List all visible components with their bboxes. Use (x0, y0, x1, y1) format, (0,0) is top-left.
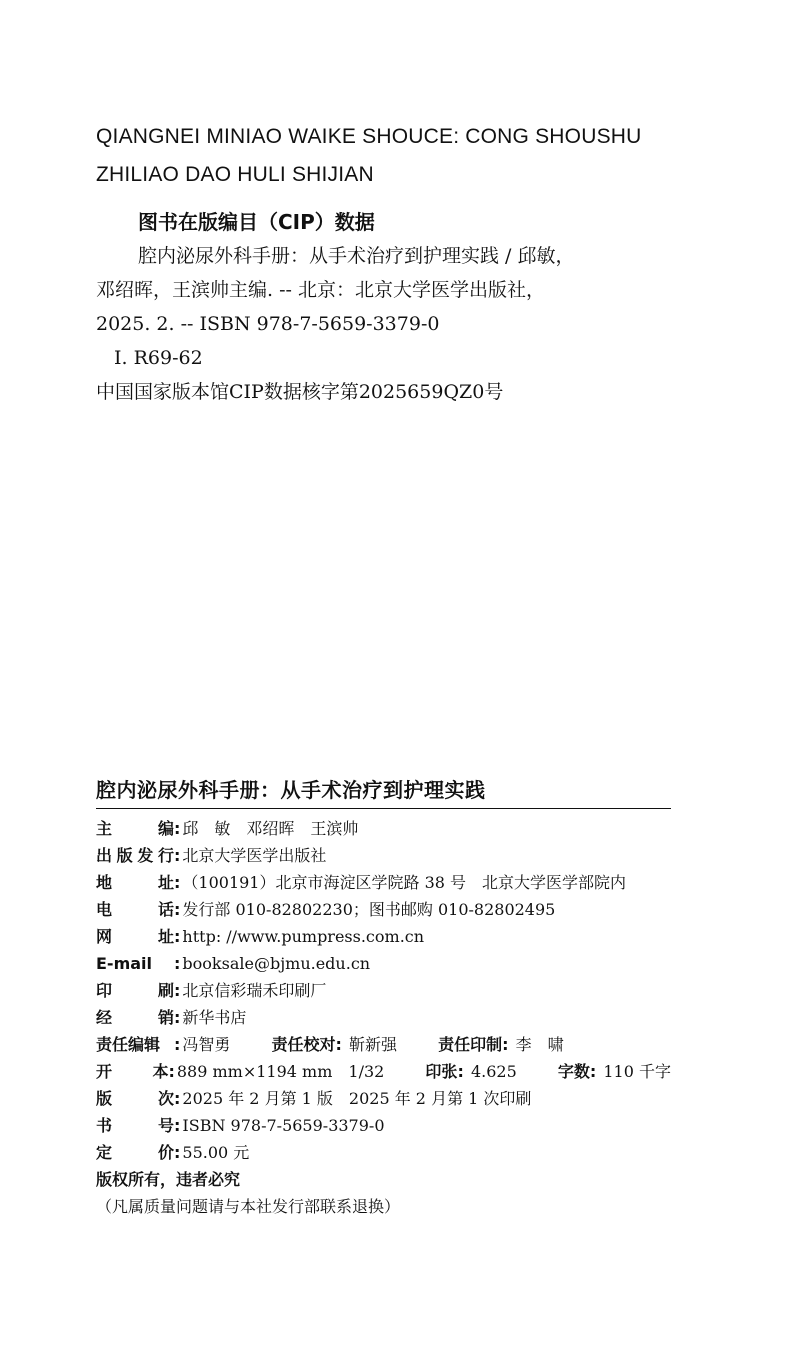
cip-heading: 图书在版编目（CIP）数据 (138, 210, 375, 234)
cip-line-2: 邓绍晖，王滨帅主编. -- 北京：北京大学医学出版社， (96, 279, 545, 301)
imprint-value: 55.00 元 (182, 1143, 250, 1162)
cip-block (96, 207, 776, 409)
imprint-label: 地 址 (96, 873, 174, 892)
cip-classification: Ⅰ. R69-62 (114, 347, 203, 369)
imprint-row-phone: 电 话 : 发行部 010-82802230；图书邮购 010-82802495 (96, 896, 671, 923)
imprint-block (96, 775, 671, 1220)
imprint-value: booksale@bjmu.edu.cn (182, 954, 371, 973)
imprint-value: ISBN 978-7-5659-3379-0 (182, 1116, 385, 1135)
imprint-label: 印 刷 (96, 981, 174, 1000)
imprint-value: 发行部 010-82802230；图书邮购 010-82802495 (182, 900, 556, 919)
book-title: 腔内泌尿外科手册：从手术治疗到护理实践 (96, 775, 671, 809)
imprint-value: （100191）北京市海淀区学院路 38 号 北京大学医学部院内 (182, 873, 627, 892)
imprint-row-website: 网 址 : http: //www.pumpress.com.cn (96, 923, 671, 950)
pinyin-title-line-2: ZHILIAO DAO HULI SHIJIAN (96, 163, 374, 186)
imprint-value: 邱 敏 邓绍晖 王滨帅 (182, 819, 359, 838)
imprint-label: 版 次 (96, 1089, 174, 1108)
imprint-row-address: 地 址 : （100191）北京市海淀区学院路 38 号 北京大学医学部院内 (96, 869, 671, 896)
proofreader-label: 责任校对 (271, 1035, 336, 1054)
imprint-row-isbn: 书 号 : ISBN 978-7-5659-3379-0 (96, 1112, 671, 1139)
imprint-label: 主 编 (96, 819, 174, 838)
imprint-value: 889 mm×1194 mm 1/32 印张: 4.625 字数: 110 千字 (176, 1062, 671, 1081)
print-supervisor-name: 李 啸 (515, 1035, 564, 1054)
imprint-value: 北京大学医学出版社 (182, 846, 327, 865)
return-notice: （凡属质量问题请与本社发行部联系退换） (96, 1197, 401, 1216)
sheets-label: 印张 (425, 1062, 458, 1081)
imprint-label: 电 话 (96, 900, 174, 919)
imprint-value: 冯智勇 责任校对: 靳新强 责任印制: 李 啸 (182, 1035, 564, 1054)
cip-line-3: 2025. 2. -- ISBN 978-7-5659-3379-0 (96, 313, 440, 335)
imprint-rows (96, 815, 671, 1220)
imprint-label: 定 价 (96, 1143, 174, 1162)
imprint-row-responsible-staff: 责任编辑 : 冯智勇 责任校对: 靳新强 责任印制: 李 啸 (96, 1031, 671, 1058)
print-supervisor-label: 责任印制 (438, 1035, 503, 1054)
imprint-value: 2025 年 2 月第 1 版 2025 年 2 月第 1 次印刷 (182, 1089, 532, 1108)
sheets-value: 4.625 (470, 1062, 517, 1081)
pinyin-title (96, 118, 776, 194)
imprint-row-email: E-mail : booksale@bjmu.edu.cn (96, 950, 671, 977)
imprint-value: 北京信彩瑞禾印刷厂 (182, 981, 327, 1000)
word-count-label: 字数 (557, 1062, 590, 1081)
imprint-row-edition: 版 次 : 2025 年 2 月第 1 版 2025 年 2 月第 1 次印刷 (96, 1085, 671, 1112)
pinyin-title-line-1: QIANGNEI MINIAO WAIKE SHOUCE: CONG SHOUSHU (96, 125, 642, 148)
editor-name: 冯智勇 (182, 1035, 231, 1054)
format-size: 889 mm×1194 mm 1/32 (176, 1062, 385, 1081)
imprint-row-editor: 主 编 : 邱 敏 邓绍晖 王滨帅 (96, 815, 671, 842)
imprint-row-format: 开 本 : 889 mm×1194 mm 1/32 印张: 4.625 字数: 110 千字 (96, 1058, 671, 1085)
imprint-row-printer: 印 刷 : 北京信彩瑞禾印刷厂 (96, 977, 671, 1004)
proofreader-name: 靳新强 (349, 1035, 398, 1054)
copyright-notice: 版权所有，违者必究 (96, 1170, 241, 1189)
word-count-value: 110 千字 (603, 1062, 671, 1081)
imprint-label: 出 版 发 行 (96, 846, 174, 865)
imprint-value: 新华书店 (182, 1008, 247, 1027)
cip-line-1: 腔内泌尿外科手册：从手术治疗到护理实践 / 邱敏， (138, 245, 575, 267)
imprint-value: http: //www.pumpress.com.cn (182, 927, 425, 946)
imprint-label: 书 号 (96, 1116, 174, 1135)
cip-record-number: 中国国家版本馆CIP数据核字第2025659QZ0号 (96, 381, 504, 403)
imprint-label: 开 本 (96, 1062, 169, 1081)
imprint-row-price: 定 价 : 55.00 元 (96, 1139, 671, 1166)
imprint-label: 网 址 (96, 927, 174, 946)
imprint-label: 经 销 (96, 1008, 174, 1027)
imprint-row-publisher: 出 版 发 行 : 北京大学医学出版社 (96, 842, 671, 869)
imprint-label: E-mail (96, 954, 153, 973)
imprint-label: 责任编辑 (96, 1035, 161, 1054)
imprint-row-distributor: 经 销 : 新华书店 (96, 1004, 671, 1031)
